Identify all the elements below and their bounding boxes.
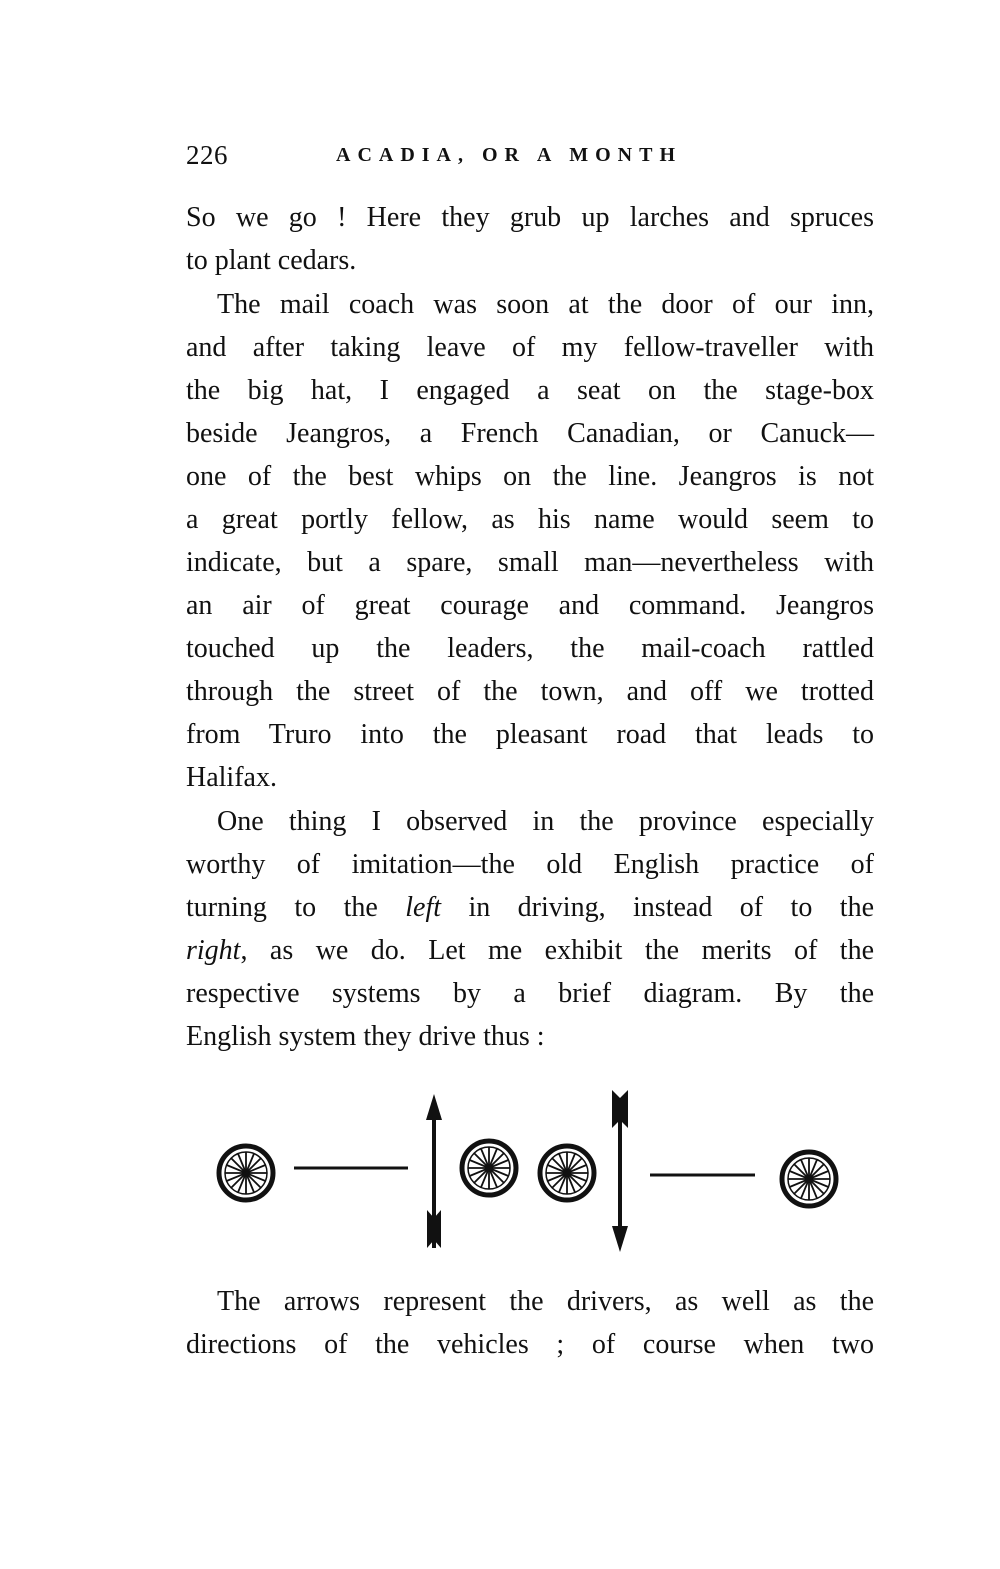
text-line: to plant cedars. — [186, 245, 357, 276]
page-number: 226 — [186, 140, 228, 170]
emphasis-left: left — [405, 892, 441, 923]
wheel-icon — [219, 1146, 273, 1200]
wheel-icon — [462, 1141, 516, 1195]
text-line: worthy of imitation—the old English practice of — [186, 849, 874, 880]
running-title: ACADIA, OR A MONTH — [336, 144, 683, 166]
text-line: and after taking leave of my fellow-traveller with — [186, 332, 874, 363]
emphasis-right: right — [186, 935, 241, 966]
text-line: indicate, but a spare, small man—nevertheless with — [186, 547, 874, 578]
paragraph-1 — [186, 196, 874, 282]
text-line: from Truro into the pleasant road that leads to — [186, 719, 874, 750]
text-line: One thing I observed in the province especially — [217, 806, 874, 837]
text-line: directions of the vehicles ; of course when two — [186, 1329, 874, 1360]
text-line: an air of great courage and command. Jeangros — [186, 590, 874, 621]
running-head — [186, 140, 876, 180]
arrow-down-icon — [612, 1090, 628, 1252]
text-line: beside Jeangros, a French Canadian, or Canuck— — [186, 418, 874, 449]
text-line: a great portly fellow, as his name would seem to — [186, 504, 874, 535]
text-line: The mail coach was soon at the door of our inn, — [217, 289, 874, 320]
wheel-icon — [540, 1146, 594, 1200]
text-line: right, as we do. Let me exhibit the merits of the — [186, 935, 874, 966]
arrow-up-icon — [426, 1094, 442, 1248]
text-line: Halifax. — [186, 762, 277, 793]
wheel-icon — [782, 1152, 836, 1206]
text-line: The arrows represent the drivers, as well as the — [217, 1286, 874, 1317]
text-line: English system they drive thus : — [186, 1021, 545, 1052]
text-line: So we go ! Here they grub up larches and spruces — [186, 202, 874, 233]
text-line: respective systems by a brief diagram. By the — [186, 978, 874, 1009]
text-line: the big hat, I engaged a seat on the stage-box — [186, 375, 874, 406]
text-line: through the street of the town, and off we trotted — [186, 676, 874, 707]
paragraph-2 — [186, 283, 874, 799]
paragraph-3 — [186, 800, 874, 1058]
text-line: one of the best whips on the line. Jeangros is not — [186, 461, 874, 492]
paragraph-4 — [186, 1280, 874, 1366]
driving-diagram — [180, 1080, 880, 1270]
text-line: turning to the left in driving, instead of to the — [186, 892, 874, 923]
text-line: touched up the leaders, the mail-coach rattled — [186, 633, 874, 664]
